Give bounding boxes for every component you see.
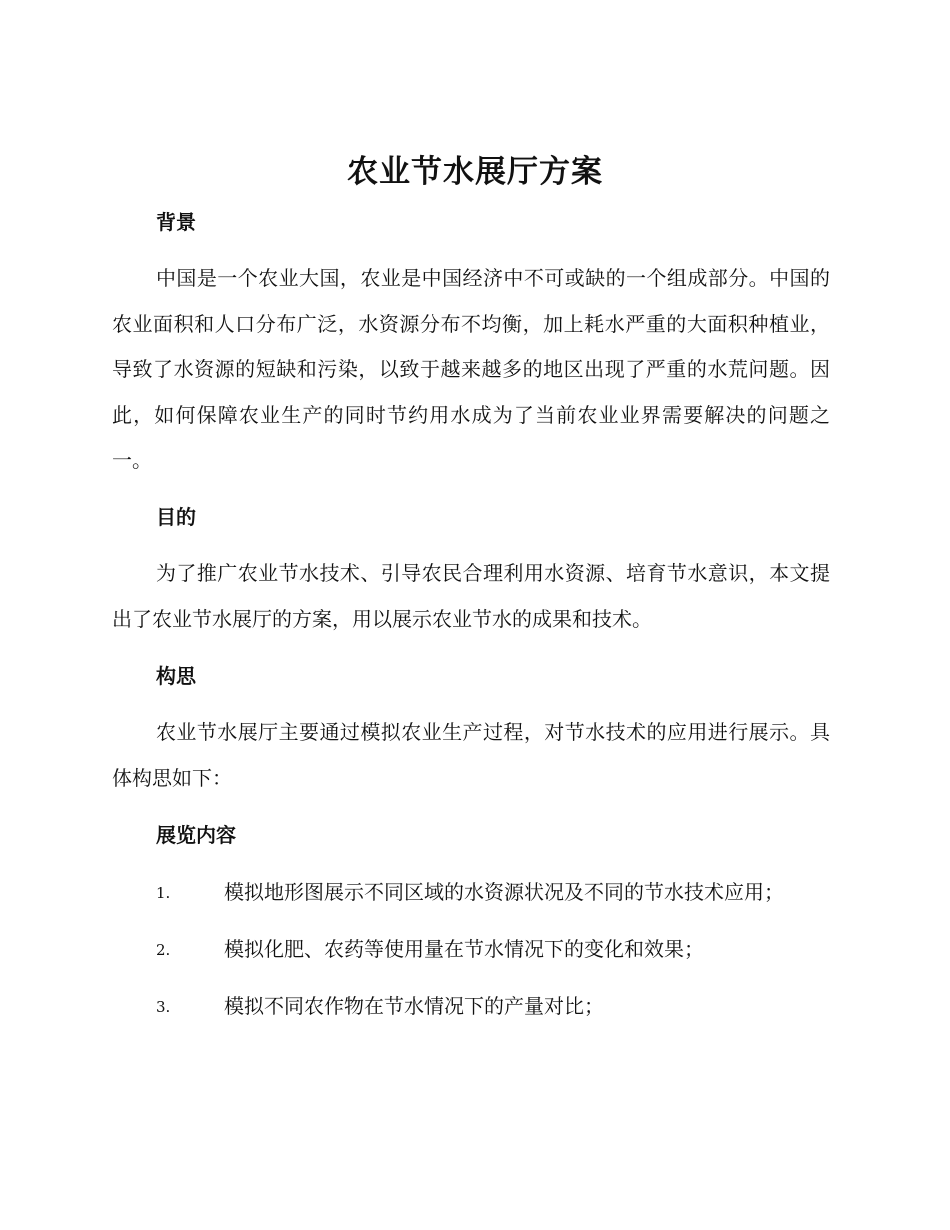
- list-item-text: 模拟不同农作物在节水情况下的产量对比；: [224, 994, 604, 1018]
- list-item-number: 3.: [156, 998, 171, 1016]
- section-heading-concept: 构思: [156, 664, 196, 688]
- list-item: [156, 991, 836, 1021]
- list-item-text: 模拟化肥、农药等使用量在节水情况下的变化和效果；: [224, 937, 704, 961]
- purpose-paragraph: 为了推广农业节水技术、引导农民合理利用水资源、培育节水意识，本文提出了农业节水展厅的方案，用以展示农业节水的成果和技术。: [112, 561, 830, 631]
- concept-paragraph: 农业节水展厅主要通过模拟农业生产过程，对节水技术的应用进行展示。具体构思如下：: [112, 720, 830, 790]
- section-heading-exhibition: 展览内容: [156, 823, 236, 847]
- document-title: 农业节水展厅方案: [347, 154, 603, 190]
- list-item: [156, 877, 836, 907]
- section-heading-background: 背景: [156, 210, 196, 234]
- list-item-number: 1.: [156, 884, 171, 902]
- list-item-number: 2.: [156, 941, 171, 959]
- section-heading-purpose: 目的: [156, 505, 196, 529]
- list-item-text: 模拟地形图展示不同区域的水资源状况及不同的节水技术应用；: [224, 880, 784, 904]
- background-paragraph: 中国是一个农业大国，农业是中国经济中不可或缺的一个组成部分。中国的农业面积和人口分布广泛，水资源分布不均衡，加上耗水严重的大面积种植业，导致了水资源的短缺和污染，以致于越来越多的地区出现了严重的水荒问题。因此，如何保障农业生产的同时节约用水成为了当前农业业界需要解决的问题之一。: [112, 266, 830, 472]
- list-item: [156, 934, 836, 964]
